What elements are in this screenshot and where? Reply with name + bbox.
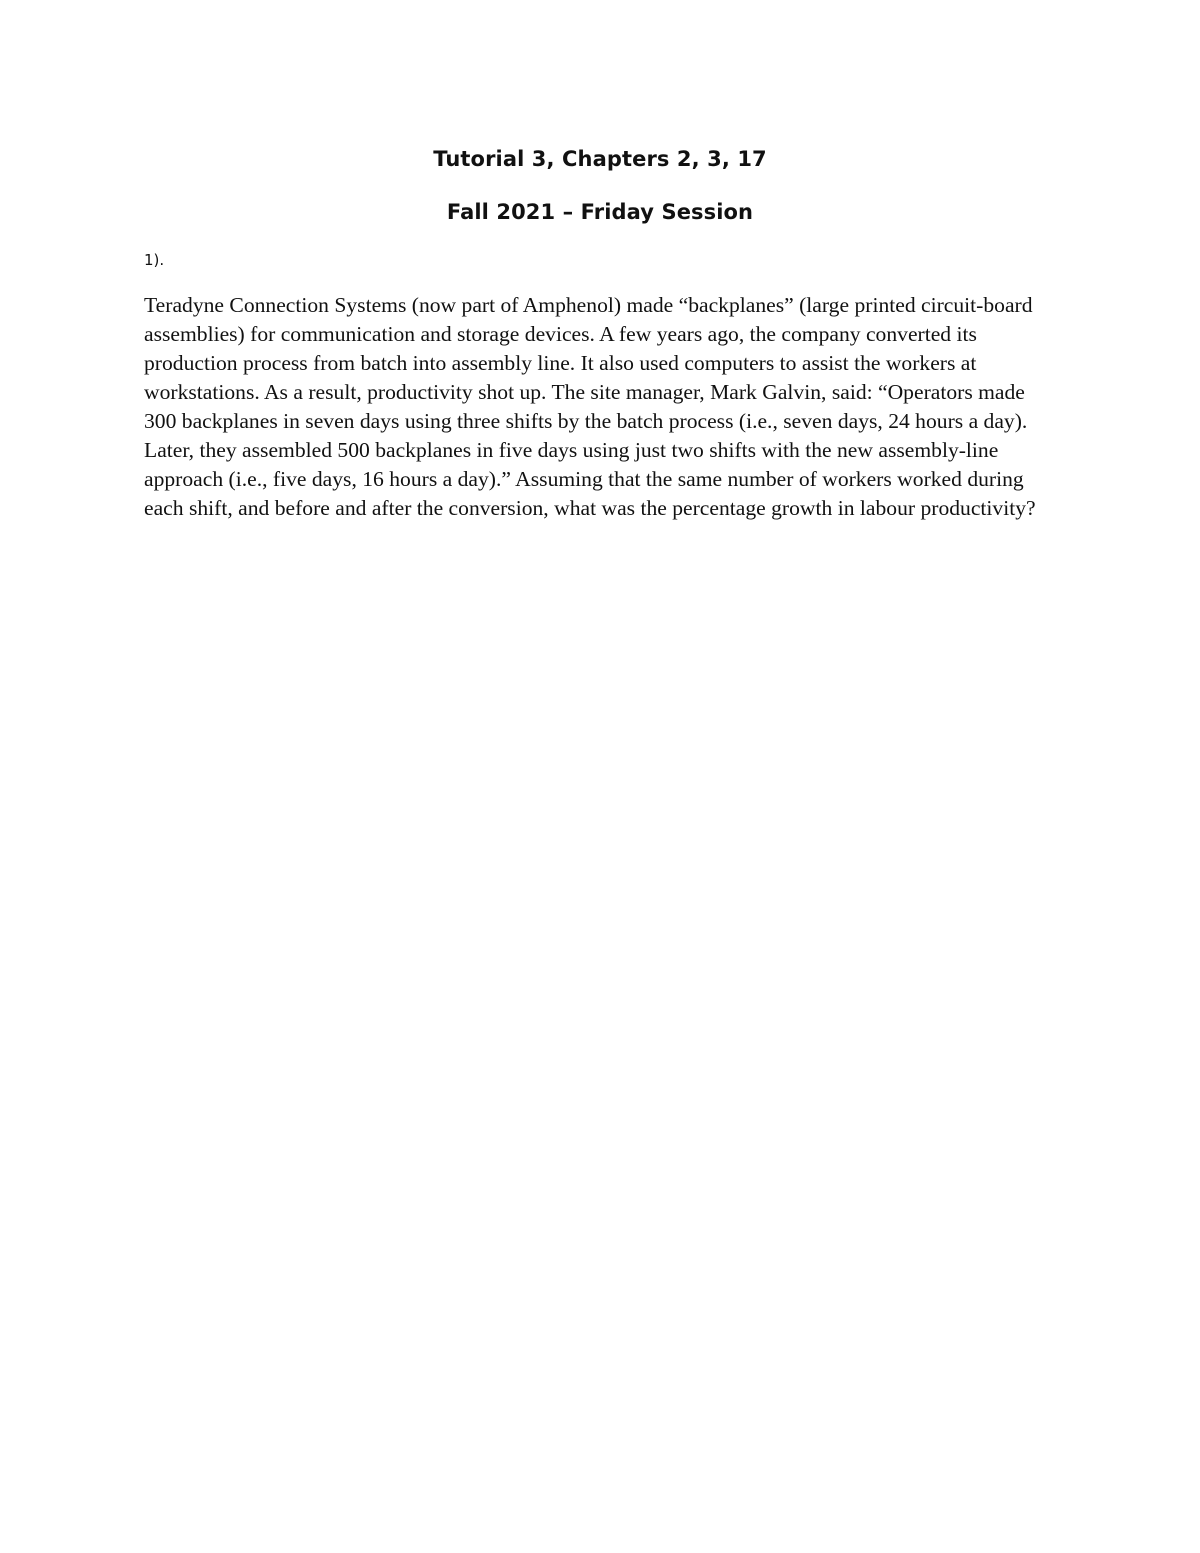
question-text: Teradyne Connection Systems (now part of Amphenol) made “backplanes” (large printed circuit-board assemblies) for communication and storage devices. A few years ago, the company converted its production process from batch into assembly line. It also used computers to assist the workers at workstations. As a result, productivity shot up. The site manager, Mark Galvin, said: “Operators made 300 backplanes in seven days using three shifts by the batch process (i.e., seven days, 24 hours a day). Later, they assembled 500 backplanes in five days using just two shifts with the new assembly-line approach (i.e., five days, 16 hours a day).” Assuming that the same number of workers worked during each shift, and before and after the conversion, what was the percentage growth in labour productivity? bbox=[144, 293, 1036, 520]
question-number: 1). bbox=[144, 251, 165, 269]
document-title: Tutorial 3, Chapters 2, 3, 17 bbox=[433, 147, 767, 171]
document-subtitle: Fall 2021 – Friday Session bbox=[446, 200, 754, 224]
